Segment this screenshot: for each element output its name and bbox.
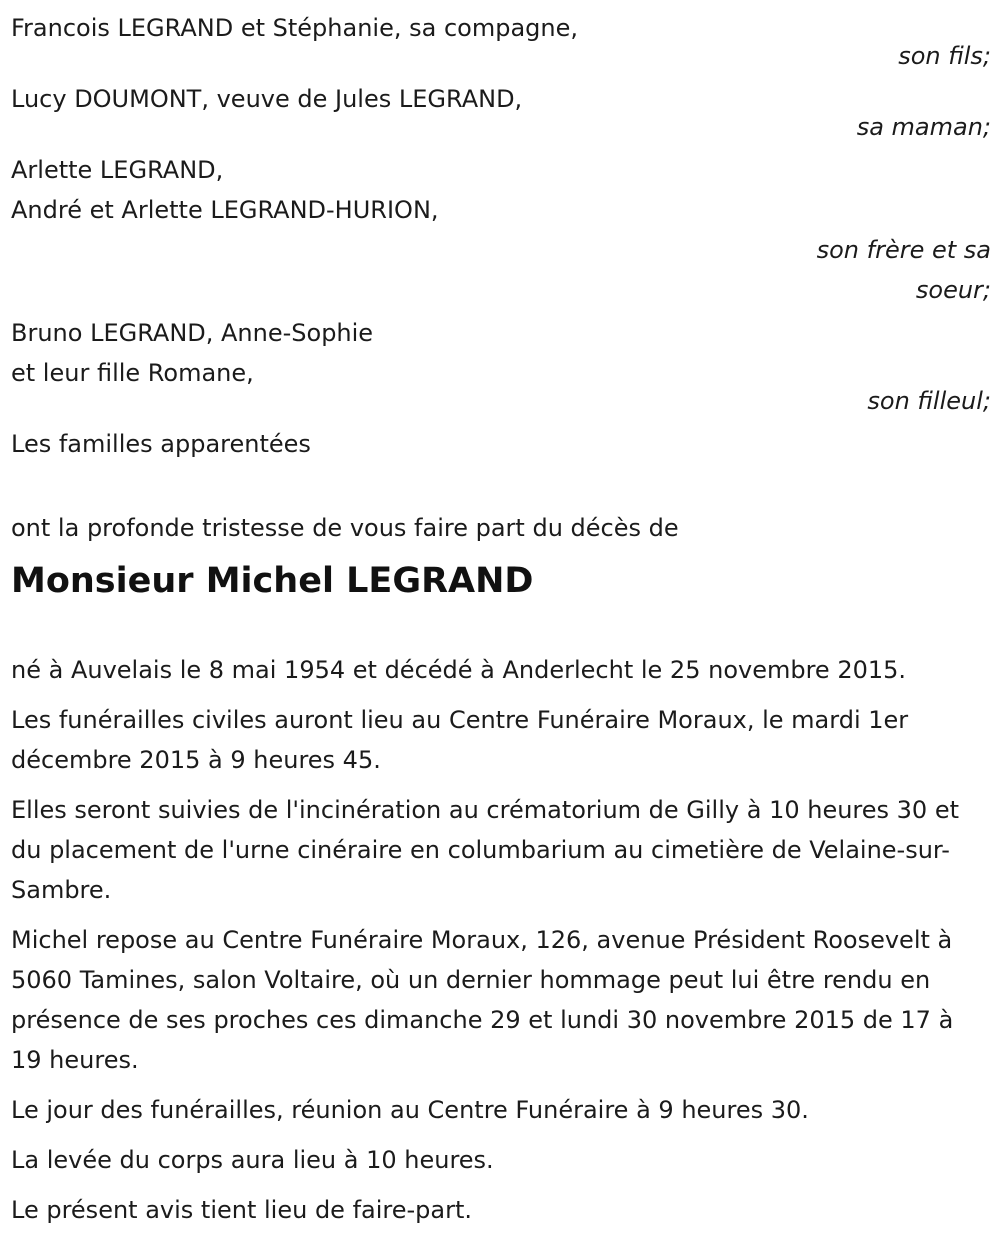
family-name-line: André et Arlette LEGRAND-HURION, <box>11 196 439 224</box>
family-group-godson <box>11 313 991 421</box>
deceased-name: Monsieur Michel LEGRAND <box>11 561 534 601</box>
family-group-son <box>11 8 991 76</box>
relation-label: son fils; <box>898 42 991 70</box>
birth-death-paragraph: né à Auvelais le 8 mai 1954 et décédé à Anderlecht le 25 novembre 2015. <box>11 656 907 684</box>
family-name-line: Bruno LEGRAND, Anne-Sophie <box>11 319 374 347</box>
obituary-notice <box>11 8 991 1240</box>
viewing-paragraph: Michel repose au Centre Funéraire Moraux, 126, avenue Président Roosevelt à 5060 Tamines, salon Voltaire, où un dernier hommage peut lui être rendu en présence de ses proches ces dimanche 29 et lundi 30 novembre 2015 de 17 à 19 heures. <box>11 926 954 1074</box>
meeting-paragraph: Le jour des funérailles, réunion au Centre Funéraire à 9 heures 30. <box>11 1096 809 1124</box>
family-name-line: Lucy DOUMONT, veuve de Jules LEGRAND, <box>11 85 523 113</box>
family-name-line: Arlette LEGRAND, <box>11 156 224 184</box>
notice-paragraph: Le présent avis tient lieu de faire-part. <box>11 1196 473 1224</box>
family-name-line: et leur fille Romane, <box>11 359 254 387</box>
family-name-line: Francois LEGRAND et Stéphanie, sa compagne, <box>11 14 578 42</box>
funeral-paragraph: Les funérailles civiles auront lieu au Centre Funéraire Moraux, le mardi 1er décembre 2015 à 9 heures 45. <box>11 706 909 774</box>
families-line: Les familles apparentées <box>11 430 311 458</box>
family-group-mother <box>11 79 991 147</box>
departure-paragraph: La levée du corps aura lieu à 10 heures. <box>11 1146 494 1174</box>
relation-label: sa maman; <box>856 113 991 141</box>
relation-label: son filleul; <box>867 387 991 415</box>
family-group-siblings <box>11 150 991 310</box>
announcement-intro: ont la profonde tristesse de vous faire part du décès de <box>11 514 679 542</box>
cremation-paragraph: Elles seront suivies de l'incinération au crématorium de Gilly à 10 heures 30 et du placement de l'urne cinéraire en columbarium au cimetière de Velaine-sur-Sambre. <box>11 796 959 904</box>
relation-label: son frère et sa soeur; <box>816 236 991 304</box>
